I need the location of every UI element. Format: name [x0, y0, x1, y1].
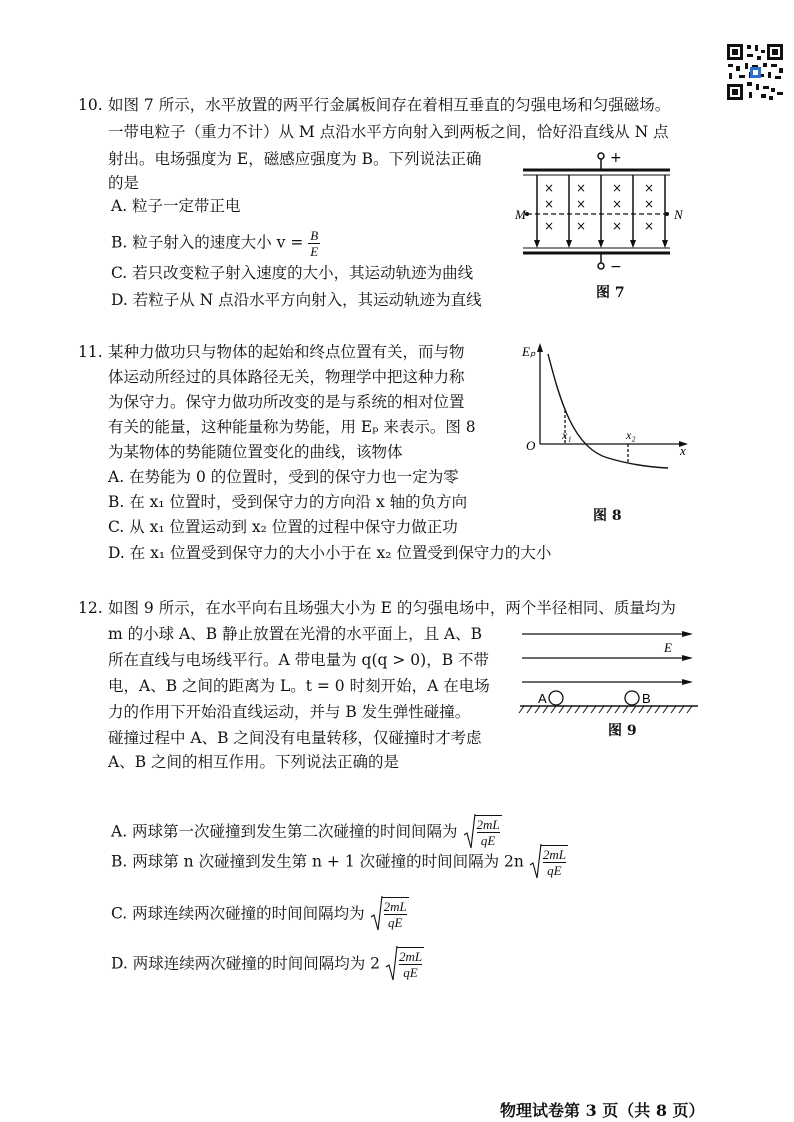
- cross-mark: ×: [611, 219, 623, 233]
- q10-option-a: A. 粒子一定带正电: [111, 197, 241, 215]
- radicand-denominator: qE: [480, 833, 496, 848]
- ball-a-label: A: [538, 691, 547, 706]
- q12-option-c-text: C. 两球连续两次碰撞的时间间隔均为: [111, 904, 365, 923]
- q11-stem-line2: 体运动所经过的具体路径无关，物理学中把这种力称: [108, 368, 465, 386]
- cross-mark: ×: [543, 197, 555, 211]
- q12-stem-line7: A、B 之间的相互作用。下列说法正确的是: [108, 753, 400, 771]
- figure-9-field-balls-diagram: [518, 622, 700, 714]
- radicand-numerator: 2mL: [542, 847, 566, 862]
- cross-mark: ×: [611, 197, 623, 211]
- radicand-numerator: 2mL: [476, 817, 500, 832]
- q11-number: 11.: [78, 343, 103, 361]
- cross-mark: ×: [611, 181, 623, 195]
- radicand-numerator: 2mL: [398, 949, 423, 964]
- q11-option-a: A. 在势能为 0 的位置时，受到的保守力也一定为零: [108, 468, 459, 486]
- q12-stem-line4: 电，A、B 之间的距离为 L。t = 0 时刻开始，A 在电场: [108, 677, 490, 695]
- q10-stem-line4: 的是: [108, 174, 140, 192]
- point-m-label: M: [515, 207, 526, 222]
- cross-mark: ×: [575, 219, 587, 233]
- q12-option-a-text: A. 两球第一次碰撞到发生第二次碰撞的时间间隔为: [111, 822, 458, 841]
- q11-option-b: B. 在 x₁ 位置时，受到保守力的方向沿 x 轴的负方向: [108, 493, 468, 511]
- field-e-label: E: [664, 640, 672, 655]
- figure-9-caption: 图 9: [608, 723, 637, 739]
- q12-number: 12.: [78, 599, 103, 617]
- cross-mark: ×: [643, 219, 655, 233]
- q12-option-b: [111, 845, 568, 880]
- q12-option-d: [111, 947, 424, 982]
- figure-8-potential-energy-graph: [518, 340, 693, 470]
- q11-stem-line4: 有关的能量，这种能量称为势能，用 Eₚ 来表示。图 8: [108, 418, 476, 436]
- x2-label: x₂: [626, 428, 636, 442]
- figure-7-caption: 图 7: [596, 285, 625, 301]
- cross-mark: ×: [543, 181, 555, 195]
- axis-x-label: x: [680, 443, 686, 458]
- axis-y-label: Eₚ: [522, 344, 536, 359]
- cross-mark: ×: [575, 197, 587, 211]
- figure-8-caption: 图 8: [593, 508, 622, 524]
- q10-stem-line2: 一带电粒子（重力不计）从 M 点沿水平方向射入到两板之间，恰好沿直线从 N 点: [108, 123, 669, 141]
- q10-option-b-text: B. 粒子射入的速度大小 v =: [111, 233, 304, 252]
- q11-stem-line1: 某种力做功只与物体的起始和终点位置有关，而与物: [108, 343, 465, 361]
- minus-terminal-label: −: [610, 259, 622, 275]
- fraction-numerator: B: [310, 228, 319, 243]
- sqrt-expression: [385, 947, 424, 982]
- q12-stem-line5: 力的作用下开始沿直线运动，并与 B 发生弹性碰撞。: [108, 703, 471, 721]
- radicand-denominator: qE: [547, 863, 562, 878]
- point-n-label: N: [674, 207, 683, 222]
- x1-label: x₁: [562, 428, 572, 442]
- q12-option-b-text: B. 两球第 n 次碰撞到发生第 n + 1 次碰撞的时间间隔为 2n: [111, 852, 524, 871]
- cross-mark: ×: [643, 181, 655, 195]
- sqrt-expression: [529, 845, 568, 880]
- cross-mark: ×: [575, 181, 587, 195]
- radicand-denominator: qE: [387, 915, 403, 930]
- radicand-numerator: 2mL: [383, 899, 407, 914]
- q12-stem-line1: 如图 9 所示，在水平向右且场强大小为 E 的匀强电场中，两个半径相同、质量均为: [108, 599, 676, 617]
- q11-stem-line5: 为某物体的势能随位置变化的曲线，该物体: [108, 443, 403, 461]
- q10-option-b-fraction: [308, 228, 320, 259]
- q12-stem-line6: 碰撞过程中 A、B 之间没有电量转移，仅碰撞时才考虑: [108, 729, 482, 747]
- q10-option-d: D. 若粒子从 N 点沿水平方向射入，其运动轨迹为直线: [111, 291, 482, 309]
- q10-number: 10.: [78, 96, 103, 114]
- origin-label: O: [526, 438, 536, 453]
- radicand-denominator: qE: [403, 965, 418, 980]
- figure-7-plates-diagram: [515, 148, 690, 278]
- cross-mark: ×: [643, 197, 655, 211]
- q10-option-b: [111, 228, 320, 259]
- q12-option-d-text: D. 两球连续两次碰撞的时间间隔均为 2: [111, 954, 381, 973]
- ball-b-label: B: [642, 691, 651, 706]
- q10-stem-line1: 如图 7 所示，水平放置的两平行金属板间存在着相互垂直的匀强电场和匀强磁场。: [108, 96, 671, 114]
- q11-stem-line3: 为保守力。保守力做功所改变的是与系统的相对位置: [108, 393, 465, 411]
- q12-option-c: [111, 897, 409, 932]
- q11-option-c: C. 从 x₁ 位置运动到 x₂ 位置的过程中保守力做正功: [108, 518, 458, 536]
- page-footer: 物理试卷第 3 页（共 8 页）: [500, 1101, 705, 1120]
- sqrt-expression: [370, 897, 409, 932]
- qr-code-image: [725, 42, 785, 102]
- q12-stem-line2: m 的小球 A、B 静止放置在光滑的水平面上，且 A、B: [108, 625, 483, 643]
- q11-option-d: D. 在 x₁ 位置受到保守力的大小小于在 x₂ 位置受到保守力的大小: [108, 544, 552, 562]
- q10-option-c: C. 若只改变粒子射入速度的大小，其运动轨迹为曲线: [111, 264, 474, 282]
- q10-stem-line3: 射出。电场强度为 E，磁感应强度为 B。下列说法正确: [108, 150, 482, 168]
- plus-terminal-label: +: [610, 150, 622, 166]
- q12-stem-line3: 所在直线与电场线平行。A 带电量为 q(q > 0)，B 不带: [108, 651, 490, 669]
- fraction-denominator: E: [310, 244, 319, 259]
- cross-mark: ×: [543, 219, 555, 233]
